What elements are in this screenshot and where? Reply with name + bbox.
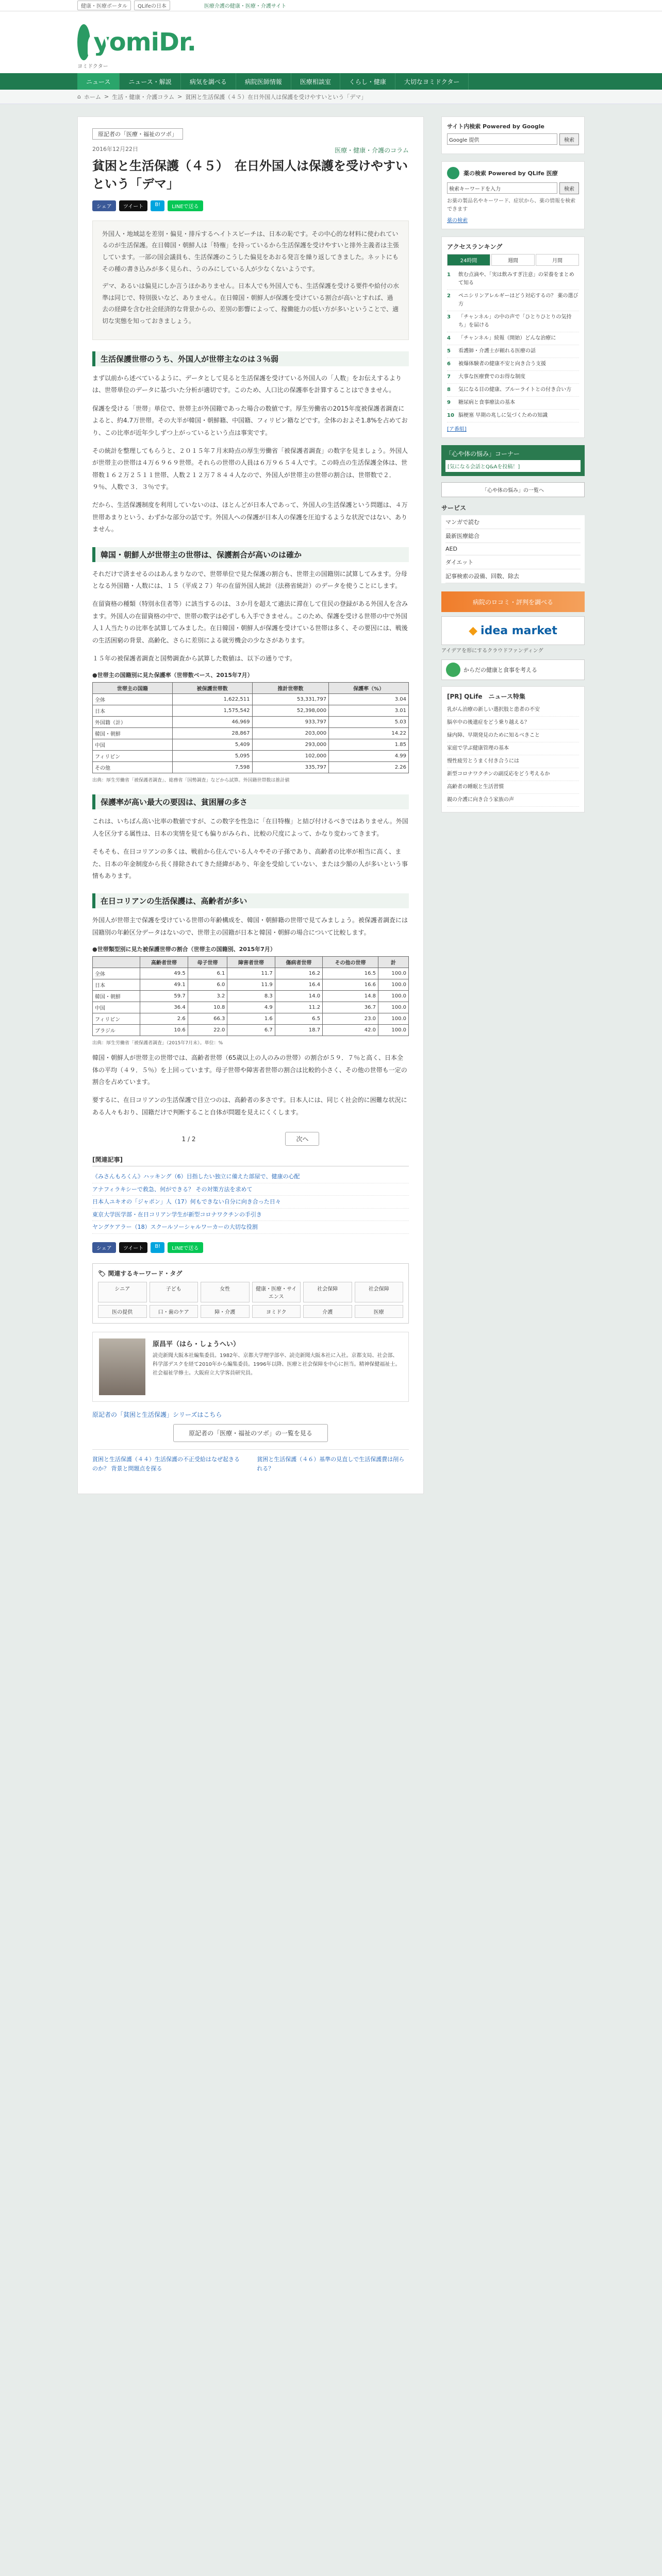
body-paragraph: その統計を整理してもらうと、２０１５年７月末時点の厚生労働省「被保護者調査」の数字を見ましょう。外国人が世帯主の世帯は４万６９６９世帯。それらの世帯の人員は６万９６５４人です。この時点の生活保護全体は、世帯数１６２万２５１１世帯、人数２１２万７８４４人なので、外国人が世帯主の世帯の割合は、世帯数で２．９％、人数で３．３％です。 [92,447,408,491]
site-header [0,11,662,73]
table-cell: 10.8 [188,1002,227,1013]
table-cell: 11.9 [227,979,275,991]
article-main [77,116,424,1494]
table-cell: 1.85 [329,739,409,751]
ranking-number: 9 [447,400,451,405]
table-row [93,739,409,751]
table-cell: 335,797 [252,762,329,773]
series-list-button[interactable]: 原記者の「医療・福祉のツボ」の一覧を見る [173,1424,328,1442]
ranking-number: 1 [447,272,451,278]
pagination [92,1132,409,1146]
keyword-tag[interactable]: 口・歯のケア [150,1305,198,1318]
table-row [93,762,409,773]
table-cell: 5.03 [329,717,409,728]
related-heading: [関連記事] [92,1155,409,1166]
ranking-tab-month[interactable]: 月間 [536,254,579,266]
table-cell: 6.5 [275,1013,322,1025]
prev-article-link[interactable]: 貧困と生活保護（４４）生活保護の不正受給はなぜ起きるのか？ 背景と問題点を探る [92,1456,240,1472]
table-title: ●世帯主の国籍別に見た保護率（世帯数ベース、2015年7月） [92,672,253,679]
table-cell: 中国 [93,739,173,751]
logo-subtitle: ヨミドクター [77,64,108,70]
ranking-title: 飲む点滴や、「実は飲みすぎ注意」の栄養をまとめて知る [458,272,574,286]
main-nav [0,73,662,90]
table-cell: 100.0 [378,1002,409,1013]
service-heading: サービス [441,504,467,512]
table-header: その他の世帯 [323,957,378,968]
idea-market-logo-icon: ◆ [469,624,478,637]
ranking-more-link[interactable]: [ア番組] [447,427,467,432]
keyword-tag[interactable]: 社会保障 [303,1282,352,1302]
series-link[interactable]: 原記者の「貧困と生活保護」シリーズはこちら [92,1411,222,1419]
body-paragraph: 韓国・朝鮮人が世帯主の世帯では、高齢者世帯（65歳以上の人のみの世帯）の割合が５９．７％と高く、日本全体の平均（４９．５％）を上回っています。母子世帯や障害者世帯の割合は比較的小さく、その他の世帯も一定の割合を占めています。 [92,1054,407,1086]
drug-search-input[interactable]: 検索キーワードを入力 [447,182,557,194]
body-paragraph: だから、生活保護制度を利用していないのは、ほとんどが日本人であって、外国人の生活保護という問題は、４万世帯あまりという、わずかな部分の話です。外国人への保護が日本人の保護を圧迫するような状況ではない、ありません。 [92,501,408,533]
pr-list [447,704,579,807]
ranking-title: ペニシリンアレルギーはどう対応するの？ 薬の選び方 [458,293,578,307]
table-cell: 6.0 [188,979,227,991]
logo-text: yomiDr. [93,28,196,57]
table-cell: 16.2 [275,968,322,979]
keyword-tag[interactable]: シニア [98,1282,147,1302]
share-twitter-button[interactable]: ツイート [119,1242,148,1253]
pr-item[interactable]: 高齢者の睡眠と生活習慣 [447,781,579,794]
related-link[interactable]: 《みさんもろくん》ハッキング（6）目指したい独立に備えた部屋で、健康の心配 [92,1171,409,1183]
share-line-button[interactable]: LINEで送る [168,1242,203,1253]
share-facebook-button[interactable]: シェア [92,1242,116,1253]
ranking-title: 大事な医療費でのお得な制度 [458,374,525,380]
top-description: 医療介護の健康・医療・介護サイト [204,4,287,9]
ranking-title: 糖尿病と食事療法の基本 [458,400,515,405]
keyword-box [92,1263,409,1324]
next-page-button[interactable]: 次へ [285,1132,319,1146]
drug-search-link[interactable]: 薬の検索 [447,218,468,224]
body-paragraph: そもそも、在日コリアンの多くは、戦前から住んでいる人々やその子孫であり、高齢者の比率が相当に高く、また、日本の年金制度から長く排除されてきた経緯があり、年金を受給していない、または少額の人が多いという事情もあります。 [92,848,408,879]
table-row [93,751,409,762]
ranking-title: 「チャンネル」の中の声で「ひとりひとりの気持ち」を届ける [458,314,572,328]
drug-search-panel [441,161,585,229]
table-row [93,728,409,739]
top-link-portal[interactable]: 健康・医療ポータル [77,1,131,10]
nav-item-consultation[interactable]: 医療相談室 [291,73,340,90]
breadcrumb-current: 貧困と生活保護（４５）在日外国人は保護を受けやすいという「デマ」 [185,93,367,100]
table-header: 被保護世帯数 [172,683,252,694]
site-search-button[interactable]: 検索 [559,133,579,145]
nav-item-diseases[interactable]: 病気を調べる [181,73,236,90]
body-paragraph: １５年の被保護者調査と国勢調査から試算した数値は、以下の通りです。 [92,655,296,662]
service-item[interactable]: 最新医療総合 [445,529,581,543]
share-facebook-button[interactable]: シェア [92,200,116,211]
table-cell: 全体 [93,694,173,705]
table-cell: 6.1 [188,968,227,979]
data-table-protection-rate [92,682,409,773]
table-cell: フィリピン [93,1013,140,1025]
related-link[interactable]: ヤングケアラー（18）スクールソーシャルワーカーの大切な役割 [92,1221,409,1234]
table-cell: 53,331,797 [252,694,329,705]
table-cell: 100.0 [378,968,409,979]
table-cell: 49.5 [140,968,188,979]
table-header: 保護率（%） [329,683,409,694]
consult-list-button[interactable]: 「心や体の悩み」の一覧へ [441,482,585,497]
table-cell: 16.4 [275,979,322,991]
keyword-tag[interactable]: 医の提供 [98,1305,147,1318]
table-cell: 66.3 [188,1013,227,1025]
table-cell: 100.0 [378,1013,409,1025]
ranking-item[interactable] [447,371,579,384]
author-photo [99,1338,145,1395]
table-cell: フィリピン [93,751,173,762]
data-table-household-type [92,956,409,1036]
breadcrumb-separator: > [104,93,109,100]
leaf-icon [446,663,460,677]
table-note: 出典：厚生労働省「被保護者調査」、総務省「国勢調査」などから試算。外国籍世帯数は推計値 [92,778,290,784]
nav-item-hospitals[interactable]: 病院医師情報 [236,73,291,90]
table-cell: 1.6 [227,1013,275,1025]
ranking-item[interactable] [447,311,579,332]
table-cell: 18.7 [275,1025,322,1036]
nav-item-life-health[interactable]: くらし・健康 [340,73,395,90]
service-item[interactable]: マンガで読む [445,515,581,529]
keyword-grid [98,1282,403,1318]
ranking-tab-week[interactable]: 週間 [491,254,535,266]
table-row [93,705,409,717]
table-cell: 36.4 [140,1002,188,1013]
logo-mark-icon [77,24,90,60]
body-paragraph: 要するに、在日コリアンの生活保護で目立つのは、高齢者の多さです。日本人には、同じく社会的に困難な状況にある人々もおり、国籍だけで判断すること自体が問題を見えにくくします。 [92,1096,407,1116]
table-cell: 10.6 [140,1025,188,1036]
body-paragraph: それだけで済ませるのはあんまりなので、世帯単位で見た保護の割合も、世帯主の国籍別に試算してみます。分母となる外国籍・人数には、１５（平成２７）年の在留外国人統計（法務省統計）のデータを使うことにします。 [92,570,407,590]
nav-item-news[interactable]: ニュース [77,73,120,90]
service-item[interactable]: ダイエット [445,555,581,569]
ranking-item[interactable] [447,397,579,410]
table-header: 傷病者世帯 [275,957,322,968]
table-header: 母子世帯 [188,957,227,968]
ranking-panel [441,236,585,438]
table-header: 計 [378,957,409,968]
pr-item[interactable]: 乳がん治療の新しい選択肢と患者の不安 [447,704,579,717]
article-lead [92,221,409,340]
pr-item[interactable]: 慢性疲労とうまく付き合うには [447,755,579,768]
share-hatena-button[interactable]: B! [151,1242,164,1253]
table-cell: 8.3 [227,991,275,1002]
ranking-title: 「チャンネル」続報（開始）どんな治療に [458,335,556,341]
table-title: ●世帯類型別に見た被保護世帯の割合（世帯主の国籍別、2015年7月） [92,946,276,953]
table-cell: 3.2 [188,991,227,1002]
section-heading: 在日コリアンの生活保護は、高齢者が多い [92,893,409,908]
table-cell: 16.6 [323,979,378,991]
body-paragraph: これは、いちばん高い比率の数値ですが、この数字を性急に「在日特権」と結び付けるべきではありません。外国人を区分する属性は、日本の実情を見ても偏りがみられ、比較の尺度によって、かなり変わってきます。 [92,818,408,837]
table-cell: ブラジル [93,1025,140,1036]
table-row [93,968,409,979]
pr-heading: [PR] QLife ニュース特集 [447,693,525,700]
table-cell: 933,797 [252,717,329,728]
home-icon[interactable]: ⌂ [77,93,81,100]
nav-item-yomidr[interactable]: 大切なヨミドクター [395,73,469,90]
table-cell: 100.0 [378,979,409,991]
table-cell: 16.5 [323,968,378,979]
ranking-number: 5 [447,348,451,354]
table-cell: 49.1 [140,979,188,991]
next-article-link[interactable]: 貧困と生活保護（４６）基準の見直しで生活保護費は削られる？ [257,1456,405,1472]
table-cell: 14.22 [329,728,409,739]
table-cell: 2.26 [329,762,409,773]
lead-paragraph: 外国人・地域誌を差別・偏見・排斥するヘイトスピーチは、日本の恥です。その中心的な材料に使われているのが生活保護。在日韓国・朝鮮人は「特権」を持っているから生活保護を受けやすいと排外主義者は主張しています。一部の国会議員も、生活保護のこうした偏見をあおる発言を繰り返してきました。ネットにもその種の書き込みが多く見られ、うのみにしている人が少なくないようです。 [102,230,400,273]
site-search-panel [441,116,585,154]
breadcrumb-category[interactable]: 生活・健康・介護コラム [112,93,175,100]
related-link[interactable]: 日本人ユキオの「ジャポン」人（17）何もできない自分に向き合った日々 [92,1196,409,1209]
table-cell: 100.0 [378,1025,409,1036]
ranking-number: 7 [447,374,451,380]
pr-item[interactable]: 新型コロナワクチンの副反応をどう考えるか [447,768,579,781]
site-search-input[interactable]: Google 提供 [447,133,557,145]
body-paragraph: 外国人が世帯主で保護を受けている世帯の年齢構成を、韓国・朝鮮籍の世帯で見てみましょう。被保護者調査には国籍別の年齢区分データはないので、世帯主の国籍が日本と韓国・朝鮮の場合について比較します。 [92,917,408,936]
service-item[interactable]: 記事検索の設備、回数、除去 [445,569,581,583]
idea-market-sub: アイデアを形にするクラウドファンディング [441,648,543,654]
idea-market-text: idea market [481,624,557,637]
table-cell: 102,000 [252,751,329,762]
table-cell: 23.0 [323,1013,378,1025]
keyword-tag[interactable]: 健康・医療・サイエンス [252,1282,301,1302]
ranking-item[interactable] [447,345,579,358]
ad-health-food[interactable] [441,659,585,680]
table-cell: 293,000 [252,739,329,751]
tag-icon: 🏷 [98,1270,106,1278]
ranking-title: 看護師・介護士が頼れる医療の話 [458,348,536,354]
table-cell: 4.9 [227,1002,275,1013]
table-cell: 日本 [93,979,140,991]
table-cell: 7,598 [172,762,252,773]
table-cell: 42.0 [323,1025,378,1036]
body-paragraph: 保護を受ける「世帯」単位で、世帯主が外国籍であった場合の数値です。厚生労働省の2015年度被保護者調査によると、約4.7万世帯。その大半が韓国・朝鮮籍、中国籍、フィリピン籍などです。全体のおよそ1.8%を占めており、この比率が近年少しずつ上がっているという点は事実です。 [92,404,408,436]
ranking-item[interactable] [447,290,579,311]
table-cell: 3.01 [329,705,409,717]
ranking-number: 2 [447,293,451,299]
pr-item[interactable]: 家庭で学ぶ健康管理の基本 [447,742,579,755]
table-cell: 11.7 [227,968,275,979]
ad-idea-market[interactable] [441,616,585,645]
pr-item[interactable]: 脳卒中の後遺症をどう乗り越える？ [447,717,579,730]
drug-search-label: 薬の検索 Powered by QLife 医療 [464,170,558,177]
keyword-tag[interactable]: 障・介護 [201,1305,250,1318]
consult-banner[interactable] [441,445,585,476]
table-cell: 22.0 [188,1025,227,1036]
article-category[interactable]: 医療・健康・介護のコラム [335,147,409,154]
table-cell: 36.7 [323,1002,378,1013]
table-cell: 14.0 [275,991,322,1002]
ranking-item[interactable] [447,269,579,290]
ranking-list [447,269,579,422]
related-link[interactable]: 東京大学医学部・在日コリアン学生が新型コロナワクチンの手引き [92,1209,409,1222]
table-cell: 52,398,000 [252,705,329,717]
keyword-tag[interactable]: 介護 [303,1305,352,1318]
keyword-heading [98,1269,403,1278]
table-cell: 5,409 [172,739,252,751]
ranking-number: 8 [447,387,451,393]
drug-search-note: お薬の製品名やキーワード、症状から、薬の情報を検索できます [447,198,576,212]
table-cell: その他 [93,762,173,773]
ad-hospital-review[interactable]: 病院のロコミ・評判を調べる [441,591,585,612]
table-header: 推計世帯数 [252,683,329,694]
author-box [92,1332,409,1402]
table-cell: 日本 [93,705,173,717]
breadcrumb-home[interactable]: ホーム [84,93,101,100]
article-date: 2016年12月22日 [92,146,138,152]
series-tag[interactable]: 原記者の「医療・福祉のツボ」 [92,128,183,140]
breadcrumb [0,90,662,104]
top-utility-bar [0,0,662,11]
table-cell: 28,867 [172,728,252,739]
share-hatena-button[interactable]: B! [151,200,164,211]
ranking-title: 被爆体験者の健康不安と向き合う支援 [458,361,546,367]
page-indicator: 1 / 2 [181,1135,196,1143]
ranking-number: 4 [447,335,451,341]
ranking-item[interactable] [447,384,579,397]
ranking-item[interactable] [447,332,579,345]
pr-panel [441,686,585,812]
table-header: 高齢者世帯 [140,957,188,968]
share-buttons-bottom [92,1242,409,1253]
section-heading: 韓国・朝鮮人が世帯主の世帯は、保護割合が高いのは確か [92,547,409,562]
table-cell: 6.7 [227,1025,275,1036]
ranking-number: 10 [447,413,454,418]
table-cell: 2.6 [140,1013,188,1025]
table-cell: 1,575,542 [172,705,252,717]
keyword-heading-text: 関連するキーワード・タグ [108,1270,183,1278]
table-cell: 11.2 [275,1002,322,1013]
share-buttons [92,200,409,211]
table-header [93,957,140,968]
table-cell: 中国 [93,1002,140,1013]
keyword-tag[interactable]: 子ども [150,1282,198,1302]
table-cell: 59.7 [140,991,188,1002]
service-list [441,515,585,583]
ranking-number: 3 [447,314,451,320]
top-link-qlife[interactable]: QLifeの日本 [134,1,170,10]
table-row [93,1013,409,1025]
table-cell: 韓国・朝鮮 [93,991,140,1002]
table-cell: 全体 [93,968,140,979]
table-cell: 203,000 [252,728,329,739]
table-cell: 3.04 [329,694,409,705]
nav-item-news-commentary[interactable]: ニュース・解説 [120,73,180,90]
service-item[interactable]: AED [445,543,581,555]
table-cell: 14.8 [323,991,378,1002]
table-row [93,717,409,728]
table-row [93,979,409,991]
author-bio: 読売新聞大阪本社編集委員。1982年、京都大学理学部卒、読売新聞大阪本社に入社。京都支局、社会部、科学部デスクを経て2010年から編集委員。1996年以降、医療と社会保障を中心に担当。精神保健福祉士。社会福祉学修士。大阪府立大学客員研究員。 [153,1353,401,1377]
qlife-icon [447,167,459,179]
sidebar [441,116,585,820]
section-heading: 生活保護世帯のうち、外国人が世帯主なのは３％弱 [92,351,409,366]
table-cell: 韓国・朝鮮 [93,728,173,739]
table-cell: 5,095 [172,751,252,762]
drug-search-button[interactable]: 検索 [559,182,579,194]
keyword-tag[interactable]: 医療 [355,1305,404,1318]
article-title: 貧困と生活保護（４５） 在日外国人は保護を受けやすいという「デマ」 [92,159,408,191]
table-row [93,1002,409,1013]
ranking-title: 脳梗塞 早期の兆しに気づくための知識 [458,413,548,418]
keyword-tag[interactable]: 女性 [201,1282,250,1302]
ranking-number: 6 [447,361,451,367]
table-note: 出典：厚生労働省「被保護者調査」（2015年7月末）。単位：% [92,1041,223,1046]
table-cell: 外国籍（計） [93,717,173,728]
author-name: 原昌平（はら・しょうへい） [153,1341,240,1349]
ranking-item[interactable] [447,410,579,422]
share-line-button[interactable]: LINEで送る [168,200,203,211]
ranking-tab-24h[interactable]: 24時間 [447,254,490,266]
table-row [93,991,409,1002]
table-cell: 100.0 [378,991,409,1002]
site-search-label: サイト内検索 Powered by Google [447,123,545,130]
ranking-item[interactable] [447,358,579,371]
table-cell: 4.99 [329,751,409,762]
table-header: 世帯主の国籍 [93,683,173,694]
table-cell: 46,969 [172,717,252,728]
keyword-tag[interactable]: ヨミドク [252,1305,301,1318]
ranking-title: 気になる目の健康、ブルーライトとの付き合い方 [458,387,572,393]
body-paragraph: まず以前から述べているように、データとして見ると生活保護を受けている外国人の「人数」をお伝えするよりは、世帯単位のデータに基づいた分析が適切です。このため、人口比の保護率を計算することはできません。 [92,374,402,394]
body-paragraph: 在留資格の種類（特別永住者等）に該当するのは、３か月を超えて適法に滞在して住民の登録がある外国人を含みます。外国人の在留資格の中で、世帯の数字は必ずしも入手できません。このため、保護を受ける世帯の中で外国人１人当たりの比率を試算してみました。在日韓国・朝鮮人が保護を受けている世帯は多く、その要因には、戦後の生活困窮の背景、高齢化、さらに差別による就労機会の少なさがあります。 [92,600,408,644]
pr-item[interactable]: 親の介護に向き合う家族の声 [447,794,579,807]
site-logo[interactable] [77,19,196,66]
table-row [93,1025,409,1036]
ranking-heading: アクセスランキング [447,243,503,250]
table-header: 障害者世帯 [227,957,275,968]
prev-next-nav [92,1449,409,1473]
consult-banner-sub: [気になる会話とQ&Aを投稿！] [445,460,581,472]
share-twitter-button[interactable]: ツイート [119,200,148,211]
consult-banner-title: 「心や体の悩み」コーナー [445,450,520,457]
pr-item[interactable]: 緑内障、早期発見のために知るべきこと [447,730,579,742]
section-heading: 保護率が高い最大の要因は、貧困層の多さ [92,794,409,809]
related-link[interactable]: アナフィラキシーで救急、何ができる？ その対策方法を求めて [92,1183,409,1196]
breadcrumb-separator: > [177,93,183,100]
table-row [93,694,409,705]
ad-health-food-text: からだの健康と食事を考える [464,667,537,673]
table-cell: 1,622,511 [172,694,252,705]
lead-paragraph: デマ、あるいは偏見にしか言うほかありません。日本人でも外国人でも、生活保護を受ける要件や給付の水準は同じで、特別扱いなど、ありません。在日韓国・朝鮮人が保護を受けている割合が高いとすれば、過去の経緯を含む社会経済的な背景からの、差別の影響によって、稼働能力の低い方が多いということで、適切な実態を知っておきましょう。 [102,282,400,325]
keyword-tag[interactable]: 社会保障 [355,1282,404,1302]
